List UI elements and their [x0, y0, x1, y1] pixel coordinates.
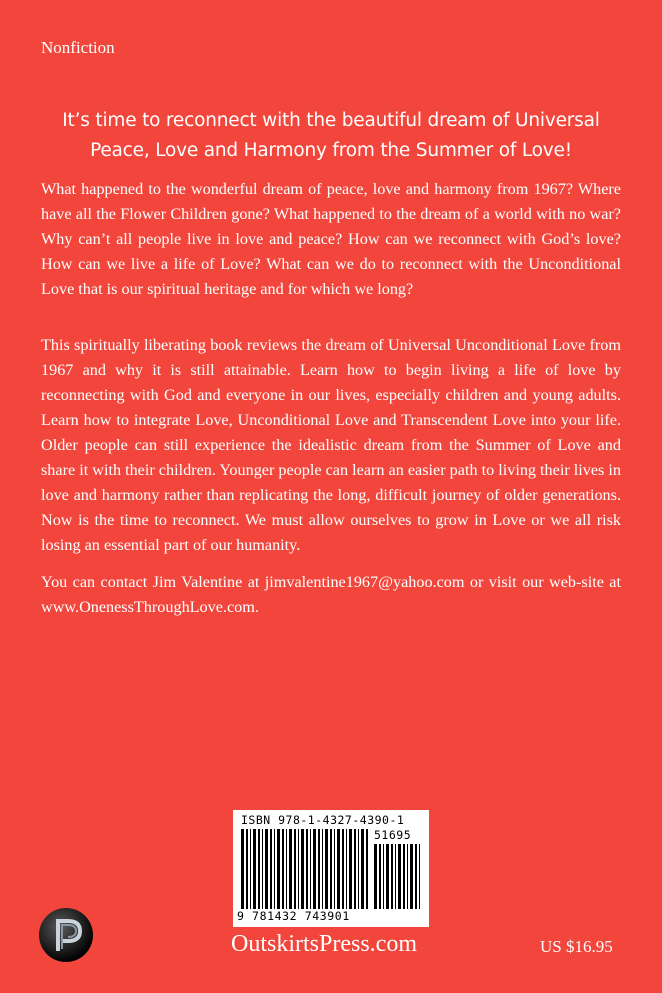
- publisher-logo: [36, 905, 96, 965]
- barcode-bar: [415, 844, 417, 909]
- barcode-bar: [379, 844, 381, 909]
- genre-label: Nonfiction: [41, 38, 115, 57]
- isbn-barcode: [233, 810, 429, 927]
- barcode-bar: [337, 829, 340, 909]
- barcode-bar: [342, 829, 344, 909]
- barcode-bar: [325, 829, 328, 909]
- price-label: US $16.95: [540, 937, 613, 956]
- barcode-bar: [334, 829, 335, 909]
- barcode-bar: [277, 829, 280, 909]
- isbn-label: ISBN 978-1-4327-4390-1: [241, 813, 405, 827]
- barcode-bar: [358, 829, 359, 909]
- barcode-bar: [366, 829, 368, 909]
- barcode-bar: [383, 844, 384, 909]
- barcode-bar: [298, 829, 299, 909]
- barcode-bar: [346, 829, 347, 909]
- tagline-line-2: Peace, Love and Harmony from the Summer of Love!: [90, 140, 572, 161]
- barcode-bar: [250, 829, 251, 909]
- barcode-bar: [274, 829, 275, 909]
- barcode-bar: [349, 829, 352, 909]
- barcode-bar: [241, 829, 244, 909]
- barcode-bar: [410, 844, 413, 909]
- publisher-name: OutskirtsPress.com: [231, 931, 417, 957]
- barcode-bar: [262, 829, 263, 909]
- barcode-bar: [301, 829, 304, 909]
- tagline: [30, 106, 632, 166]
- barcode-bar: [403, 844, 405, 909]
- barcode-bar: [386, 844, 389, 909]
- barcode-bar: [286, 829, 287, 909]
- barcode-bar: [361, 829, 364, 909]
- description-paragraph-2: This spiritually liberating book reviews the dream of Universal Unconditional Love from 1967 and why it is still attainable. Learn how to begin living a life of love by reconnecting with God and everyone in our lives, especially children and young adults. Learn how to integrate Love, Unconditional Love and Transcendent Love into your life. Older people can still experience the idealistic dream from the Summer of Love and share it with their children. Younger people can learn an easier path to living their lives in love and harmony rather than replicating the long, difficult journey of older generations. Now is the time to reconnect. We must allow ourselves to grow in Love or we all risk losing an essential part of our humanity.: [41, 336, 621, 554]
- barcode-bar: [391, 844, 393, 909]
- tagline-line-1: It’s time to reconnect with the beautiful dream of Universal: [62, 110, 600, 131]
- barcode-bar: [306, 829, 308, 909]
- barcode-bar: [294, 829, 296, 909]
- barcode-bar: [313, 829, 316, 909]
- barcode-bar: [318, 829, 320, 909]
- barcode-bar: [322, 829, 323, 909]
- barcode-bar: [330, 829, 332, 909]
- barcode-bars-addon: [374, 844, 422, 909]
- barcode-bar: [270, 829, 272, 909]
- barcode-bar: [282, 829, 284, 909]
- barcode-bar: [289, 829, 292, 909]
- barcode-bar: [398, 844, 401, 909]
- barcode-bar: [354, 829, 356, 909]
- barcode-bar: [258, 829, 260, 909]
- barcode-bar: [246, 829, 248, 909]
- barcode-digits: 9 781432 743901: [237, 909, 350, 923]
- contact-paragraph: You can contact Jim Valentine at jimvalentine1967@yahoo.com or visit our web-site at www.OnenessThroughLove.com.: [41, 573, 621, 616]
- barcode-bar: [395, 844, 396, 909]
- barcode-bar: [265, 829, 268, 909]
- barcode-bar: [310, 829, 311, 909]
- barcode-bar: [374, 844, 377, 909]
- barcode-addon-code: 51695: [374, 828, 412, 842]
- barcode-bars-main: [241, 829, 369, 909]
- description-paragraph-1: What happened to the wonderful dream of peace, love and harmony from 1967? Where have all the Flower Children gone? What happened to the dream of a world with no war? Why can’t all people live in love and peace? How can we reconnect with God’s love? How can we live a life of Love? What can we do to reconnect with the Unconditional Love that is our spiritual heritage and for which we long?: [41, 180, 621, 298]
- barcode-bar: [419, 844, 420, 909]
- barcode-bar: [407, 844, 408, 909]
- barcode-bar: [253, 829, 256, 909]
